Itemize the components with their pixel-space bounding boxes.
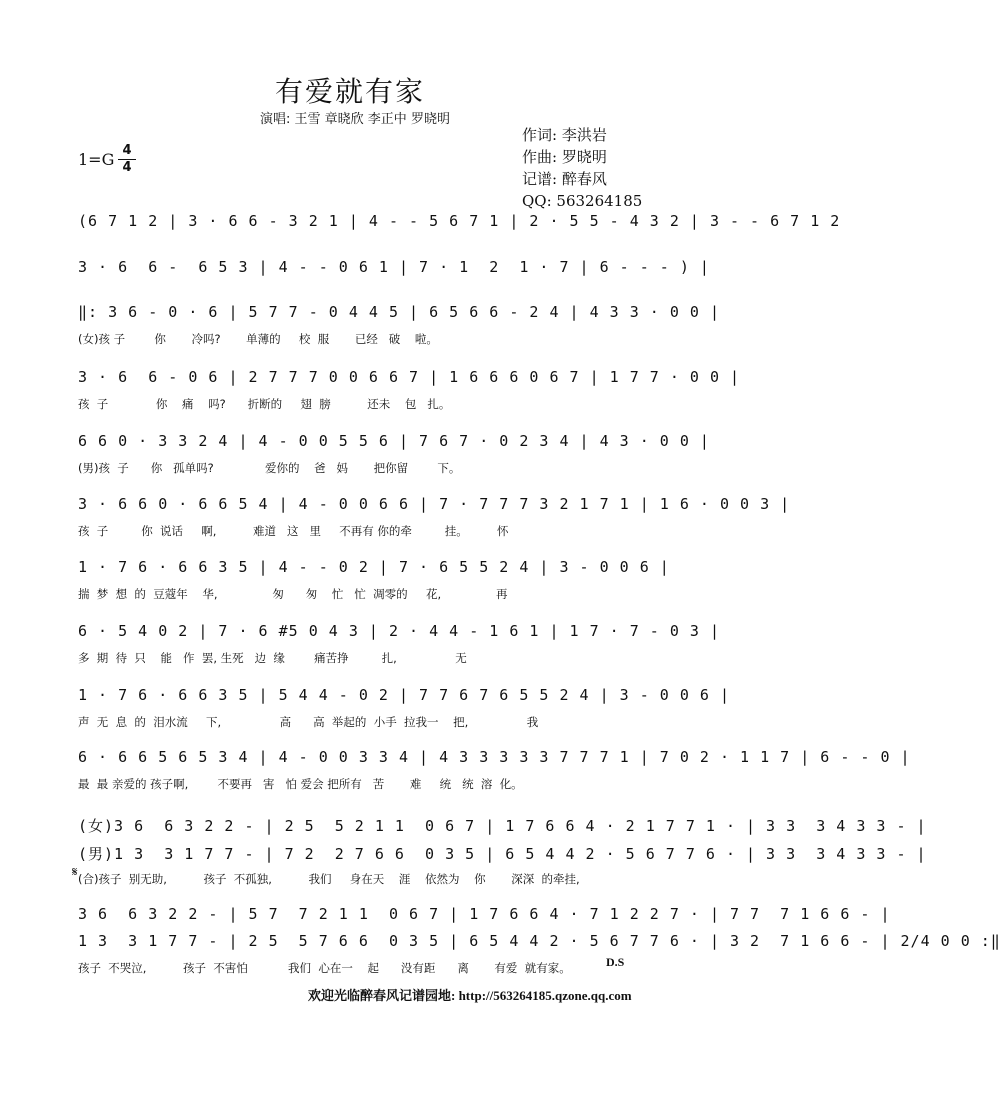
note-row: 3 · 6 6 0 · 6 6 5 4 | 4 - 0 0 6 6 | 7 · 7 7 7 3 2 1 7 1 | 1 6 · 0 0 3 | <box>78 495 791 513</box>
lyric-row: 孩 子 你 说话 啊, 难道 这 里 不再有 你的牵 挂。 怀 <box>78 524 509 538</box>
lyric-row: 揣 梦 想 的 豆蔻年 华, 匆 匆 忙 忙 凋零的 花, 再 <box>78 587 508 601</box>
lyric-row: (女)孩 子 你 冷吗? 单薄的 校 服 已经 破 啦。 <box>78 332 438 346</box>
note-row: 3 6 6 3 2 2 - | 5 7 7 2 1 1 0 6 7 | 1 7 6 6 4 · 7 1 2 2 7 · | 7 7 7 1 6 6 - | <box>78 905 891 923</box>
lyric-row: 声 无 息 的 泪水流 下, 高 高 举起的 小手 拉我一 把, 我 <box>78 715 539 729</box>
qq-credit: QQ: 563264185 <box>522 192 643 210</box>
composer-credit: 作曲: 罗晓明 <box>522 148 607 166</box>
time-signature-top: 4 <box>122 143 132 158</box>
transcriber-credit: 记谱: 醉春风 <box>522 170 607 188</box>
lyric-row: (合)孩子 别无助, 孩子 不孤独, 我们 身在天 涯 依然为 你 深深 的牵挂, <box>78 872 580 886</box>
segno-sign: 𝄋 <box>72 865 78 880</box>
lyric-row: 孩子 不哭泣, 孩子 不害怕 我们 心在一 起 没有距 离 有爱 就有家。 <box>78 961 571 975</box>
note-row: 3 · 6 6 - 6 5 3 | 4 - - 0 6 1 | 7 · 1 2 1 · 7 | 6 - - - ) | <box>78 258 710 276</box>
note-row: 6 · 6 6 5 6 5 3 4 | 4 - 0 0 3 3 4 | 4 3 3 3 3 3 7 7 7 1 | 7 0 2 · 1 1 7 | 6 - - 0 | <box>78 748 911 766</box>
lyric-row: 最 最 亲爱的 孩子啊, 不要再 害 怕 爱会 把所有 苦 难 统 统 溶 化。 <box>78 777 523 791</box>
lyricist-credit: 作词: 李洪岩 <box>522 126 607 144</box>
key-signature: 1=G <box>78 150 115 169</box>
note-row: 1 3 3 1 7 7 - | 2 5 5 7 6 6 0 3 5 | 6 5 4 4 2 · 5 6 7 7 6 · | 3 2 7 1 6 6 - | 2/4 0 0 :‖ <box>78 932 1001 950</box>
credits-block <box>522 124 642 212</box>
note-row: 6 6 0 · 3 3 2 4 | 4 - 0 0 5 5 6 | 7 6 7 · 0 2 3 4 | 4 3 · 0 0 | <box>78 432 710 450</box>
footer-link-text: 欢迎光临醉春风记谱园地: http://563264185.qzone.qq.com <box>308 988 632 1003</box>
note-row: (6 7 1 2 | 3 · 6 6 - 3 2 1 | 4 - - 5 6 7 1 | 2 · 5 5 - 4 3 2 | 3 - - 6 7 1 2 <box>78 212 841 230</box>
song-title: 有爱就有家 <box>274 75 425 108</box>
lyric-row: (男)孩 子 你 孤单吗? 爱你的 爸 妈 把你留 下。 <box>78 461 461 475</box>
time-signature-bottom: 4 <box>122 160 132 175</box>
singers-line: 演唱: 王雪 章晓欣 李正中 罗晓明 <box>260 112 450 127</box>
note-row: 1 · 7 6 · 6 6 3 5 | 5 4 4 - 0 2 | 7 7 6 7 6 5 5 2 4 | 3 - 0 0 6 | <box>78 686 730 704</box>
note-row: 1 · 7 6 · 6 6 3 5 | 4 - - 0 2 | 7 · 6 5 5 2 4 | 3 - 0 0 6 | <box>78 558 670 576</box>
note-row: 6 · 5 4 0 2 | 7 · 6 #5 0 4 3 | 2 · 4 4 - 1 6 1 | 1 7 · 7 - 0 3 | <box>78 622 720 640</box>
note-row: 3 · 6 6 - 0 6 | 2 7 7 7 0 0 6 6 7 | 1 6 6 6 0 6 7 | 1 7 7 · 0 0 | <box>78 368 741 386</box>
note-row: ‖: 3 6 - 0 · 6 | 5 7 7 - 0 4 4 5 | 6 5 6 6 - 2 4 | 4 3 3 · 0 0 | <box>78 303 720 321</box>
ds-mark: D.S <box>606 955 625 969</box>
note-row: (男)1 3 3 1 7 7 - | 7 2 2 7 6 6 0 3 5 | 6 5 4 4 2 · 5 6 7 7 6 · | 3 3 3 4 3 3 - | <box>78 845 927 863</box>
lyric-row: 孩 子 你 痛 吗? 折断的 翅 膀 还未 包 扎。 <box>78 397 451 411</box>
note-row: (女)3 6 6 3 2 2 - | 2 5 5 2 1 1 0 6 7 | 1 7 6 6 4 · 2 1 7 7 1 · | 3 3 3 4 3 3 - | <box>78 817 927 835</box>
lyric-row: 多 期 待 只 能 作 罢, 生死 边 缘 痛苦挣 扎, 无 <box>78 651 467 665</box>
time-signature <box>118 144 136 175</box>
